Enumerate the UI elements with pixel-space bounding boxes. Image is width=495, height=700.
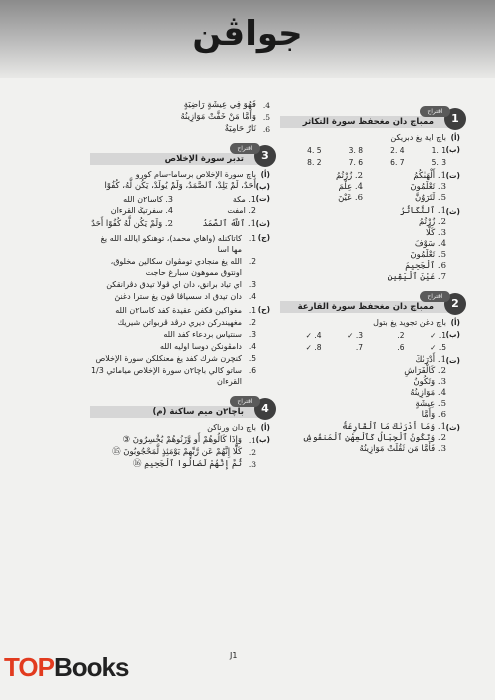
section-3-badge: 3	[254, 145, 276, 167]
check-cell: 5. ✓	[430, 343, 446, 352]
answer-item: 3. سنتياس بردعاء كفد الله	[163, 330, 256, 339]
section-1-badge: 1	[444, 108, 466, 130]
answer-item: 4. سَوْفَ	[414, 239, 446, 249]
sec4-b-list	[90, 434, 256, 471]
answer-item: 5. تَعْلَمُونَ	[410, 250, 446, 260]
logo-books-text: Books	[53, 652, 129, 682]
sec3-q-e: (ج) 1. كاتاكنله (واهاي محمد)، توهنكو ايالله الله يغ مها اسا 2. الله يغ منجادي تومڤوان سكالين مخلوق، اونتوق مموهون سبارغ حاجت 3. اي تياد برانق، دان اي ڤولا تيدق دڤرانقكن 4. دان تيدق اد سسياڤا ڤون يغ سترا دغنڽ	[90, 232, 270, 303]
answer-cell: 8 .3	[348, 146, 363, 155]
answer-item: 4. دان تيدق اد سسياڤا ڤون يغ سترا دغنڽ	[114, 292, 256, 301]
answer-cell: 1 .1	[431, 146, 446, 155]
check-cell: 3. ✓	[347, 331, 363, 340]
page-header	[0, 0, 495, 78]
answer-item: 1. أَلْهَىٰكُمُ	[413, 171, 446, 181]
answer-item: 4. سفرتيݢ القرءان	[110, 206, 173, 215]
section-tag: اقتراح	[230, 143, 260, 154]
section-1-title: ممباچ دان مغحفظ سورة التكاثر	[302, 117, 434, 127]
answer-item: 2. زُرْتُمُ	[335, 171, 363, 181]
sec2-q-c	[280, 355, 460, 421]
section-tag: اقتراح	[420, 291, 450, 302]
answer-item: 4. عِلْمَ	[338, 182, 363, 192]
sec2-q-a	[280, 317, 460, 328]
answer-cell: 6 .7	[348, 158, 363, 167]
q-label: (ت)	[445, 171, 460, 180]
section-3-header	[90, 145, 270, 165]
answer-item: 1. كاتاكنله (واهاي محمد)، توهنكو ايالله الله يغ مها اسا	[100, 234, 256, 254]
answer-item: 6. عَيْنَ	[338, 193, 363, 203]
section-tag: اقتراح	[420, 106, 450, 117]
answer-item: 2. كَالْفَرَاشِ	[404, 366, 446, 376]
q-label: (أ)	[450, 133, 460, 142]
right-column	[280, 90, 460, 456]
check-cell: 1. ✓	[430, 331, 446, 340]
sec2-b-row1	[280, 330, 446, 341]
answer-item: 3. فَأَمَّا مَن ثَقُلَتْ مَوَازِينُهُ	[359, 444, 446, 454]
answer-item: 1. ٱلتَّكَاثُرُ	[400, 206, 446, 216]
section-tag: اقتراح	[230, 396, 260, 407]
check-cell: 4. ✓	[305, 331, 322, 340]
answer-item: 5. لَتَرَوُنَّ	[414, 193, 446, 203]
q-text: باچ دغن تجويد يغ بتول	[373, 318, 446, 327]
answer-item: 4. دامڤونكن دوسا اوليه الله	[159, 342, 256, 351]
answer-item: 6. نَارٌ حَامِيَةٌ	[224, 124, 270, 134]
answer-item: 4. فَهُوَ فِي عِيشَةٍ رَاضِيَةٍ	[183, 100, 270, 110]
sec3-q-d: (ث) 1. ٱللَّهُ ٱلصَّمَدُ 2. وَلَمْ يَكُن لَّهُ كُفُوًا أَحَدٌ	[91, 219, 270, 229]
answer-item: 1. مغواكين فكفن عقيدة كفد كاسا٢ن الله	[115, 306, 256, 315]
answer-item: 6. ساتو كالي باچا٢ن سورة الإخلاص ميامائي 1/3 القرءان	[90, 366, 256, 386]
answer-item: 6. ٱلْجَحِيمَ	[405, 261, 446, 271]
sec3-f-list	[90, 304, 256, 388]
q-label: (أ)	[450, 318, 460, 327]
sec1-q-d	[280, 206, 460, 283]
answer-item: 2. الله يغ منجادي تومڤوان سكالين مخلوق، اونتوق مموهون سبارغ حاجت	[110, 257, 256, 277]
answer-item: 2. مغهيندركن ديري درڤد ڤربواتن شيريك	[117, 318, 256, 327]
page-title: جواڤن	[192, 14, 303, 54]
answer-item: 1. أَدْرَىٰكَ	[415, 355, 446, 365]
answer-item: 1. ٱللَّهُ ٱلصَّمَدُ	[202, 219, 256, 229]
check-cell: 2.	[397, 331, 405, 340]
publisher-logo	[4, 652, 128, 683]
check-cell: 8. ✓	[305, 343, 322, 352]
q-text: باچ سورة الإخلاص برساما-سام كورو	[135, 170, 256, 179]
q-label: (ب)	[445, 330, 460, 339]
section-4-title: باچا٢ن ميم ساكنة (م)	[152, 407, 244, 417]
sec2-c-list	[280, 355, 446, 421]
sec4-q-b: (ب) 1. وَإِذَا كَالُوهُمْ أَو وَّزَنُوهُمْ يُخْسِرُونَ ③ 2. كَلَّا إِنَّهُمْ عَن رَّبِّهِمْ يَوْمَئِذٍ لَّمَحْجُوبُونَ ⑮ 3. ثُمَّ إِنَّهُمْ لَصَالُوا ٱلْجَحِيمِ ⑯	[90, 434, 270, 471]
answer-item: 2. وَتَكُونُ ٱلْجِبَالُ كَٱلْعِهْنِ ٱلْمَنفُوشِ	[302, 433, 446, 443]
carryover-list	[90, 100, 270, 135]
sec1-q-b	[280, 144, 460, 169]
sec3-q-f: (ح) 1. مغواكين فكفن عقيدة كفد كاسا٢ن الله 2. مغهيندركن ديري درڤد ڤربواتن شيريك 3. سنتياس بردعاء كفد الله 4. دامڤونكن دوسا اوليه الله 5. كنچرن شرك كفد يغ معنكلكن سورة الإخلاص 6. ساتو كالي باچا٢ن سورة الإخلاص ميامائي 1/3 القرءان	[90, 305, 270, 386]
answer-item: 7. عَيْنَ ٱلْيَقِينِ	[387, 272, 446, 282]
logo-top-text: TOP	[4, 652, 54, 682]
section-3-title: تدبر سورة الإخلاص	[164, 154, 244, 164]
answer-item: 2. زُرْتُمُ	[418, 217, 446, 227]
sec3-c-grid	[90, 194, 256, 216]
answer-cell: 4 .2	[390, 146, 405, 155]
sec3-d-grid	[90, 219, 256, 230]
left-column	[90, 90, 270, 472]
check-cell: 7.	[355, 343, 363, 352]
sec1-c-grid	[280, 171, 446, 204]
sec2-q-d	[280, 422, 460, 455]
sec2-q-b	[280, 329, 460, 354]
answer-cell: 5 .4	[307, 146, 322, 155]
answer-item: 2. كَلَّا إِنَّهُمْ عَن رَّبِّهِمْ يَوْمَئِذٍ لَّمَحْجُوبُونَ ⑮	[112, 447, 256, 457]
section-2-title: ممباچ دان مغحفظ سورة القارعة	[297, 302, 434, 312]
answer-item: 5. كنچرن شرك كفد يغ معنكلكن سورة الإخلاص	[95, 354, 256, 363]
page-number: J1	[230, 651, 238, 660]
sec3-e-list	[90, 232, 256, 303]
answer-item: 1. وَإِذَا كَالُوهُمْ أَو وَّزَنُوهُمْ يُخْسِرُونَ ③	[122, 435, 256, 445]
answer-item: 5. وَأَمَّا مَنْ خَفَّتْ مَوَازِينُهُ	[180, 112, 270, 122]
answer-item: 3. اي تياد برانق، دان اي ڤولا تيدق دڤرانقكن	[106, 280, 256, 289]
answer-item: 3. تَعْلَمُونَ	[410, 182, 446, 192]
sec3-q-c: (ت) 1. مكة 3. كاسا٢ن الله 2. امفت 4. سفرتيݢ القرءان	[90, 193, 270, 217]
sec1-b-row1	[280, 145, 446, 156]
q-label: (ب)	[445, 145, 460, 154]
sec2-d-list	[280, 422, 446, 455]
section-4-badge: 4	[254, 398, 276, 420]
q-label: (ث)	[445, 207, 460, 216]
answer-page	[90, 90, 460, 680]
sec1-b-row2	[280, 157, 446, 168]
answer-cell: 7 .6	[390, 158, 405, 167]
section-2-badge: 2	[444, 293, 466, 315]
answer-item: 1. مكة	[232, 195, 256, 204]
q-text: أَحَدٌ، لَمْ يَلِدْ، ٱلصَّمَدُ، وَلَمْ يُولَدْ، يَكُن لَّهُ، كُفُوًا	[104, 181, 256, 191]
check-cell: 6.	[397, 343, 405, 352]
sec4-q-a: (أ) باچ دان ورناكن	[90, 422, 270, 433]
answer-item: 6. وَأَمَّا	[421, 410, 446, 420]
sec1-q-c	[280, 170, 460, 205]
answer-item: 3. ثُمَّ إِنَّهُمْ لَصَالُوا ٱلْجَحِيمِ ⑯	[133, 459, 256, 469]
q-label: (ث)	[445, 423, 460, 432]
sec3-q-b: (ب) أَحَدٌ، لَمْ يَلِدْ، ٱلصَّمَدُ، وَلَمْ يُولَدْ، يَكُن لَّهُ، كُفُوًا	[90, 181, 270, 192]
answer-item: 3. كَلَّا	[426, 228, 446, 238]
section-2-header	[280, 293, 460, 313]
section-1-header	[280, 108, 460, 128]
answer-item: 4. مَوَازِينُهُ	[410, 388, 446, 398]
q-label: (ت)	[445, 356, 460, 365]
answer-cell: 2 .8	[307, 158, 322, 167]
sec1-q-a	[280, 132, 460, 143]
answer-item: 3. وَتَكُونُ	[413, 377, 446, 387]
q-text: باچ اية يغ دبريكن	[390, 133, 446, 142]
answer-cell: 3 .5	[431, 158, 446, 167]
sec3-q-a: (أ) باچ سورة الإخلاص برساما-سام كورو	[90, 169, 270, 180]
sec1-d-list	[280, 206, 446, 283]
answer-item: 2. وَلَمْ يَكُن لَّهُ كُفُوًا أَحَدٌ	[91, 219, 173, 229]
sec2-b-row2	[280, 342, 446, 353]
answer-item: 3. كاسا٢ن الله	[123, 195, 173, 204]
section-4-header	[90, 398, 270, 418]
answer-item: 5. عِيشَةٍ	[415, 399, 446, 409]
q-text: باچ دان ورناكن	[207, 423, 256, 432]
answer-item: 1. وَمَا أَدْرَىٰكَ مَا ٱلْقَارِعَةُ	[342, 422, 446, 432]
answer-item: 2. امفت	[227, 206, 256, 215]
